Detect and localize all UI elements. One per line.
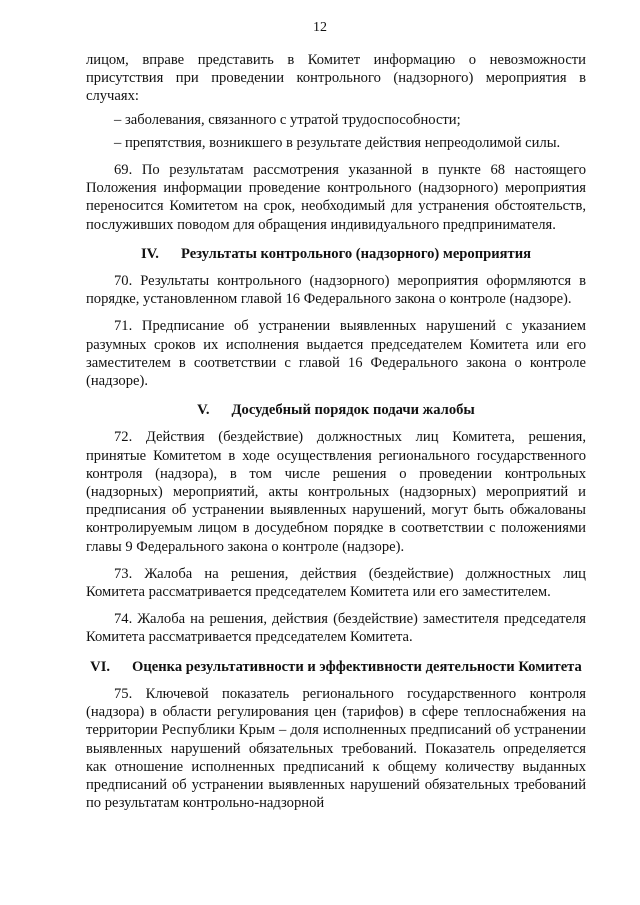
list-item-illness: – заболевания, связанного с утратой трудоспособности; — [114, 111, 461, 128]
section-heading-iv — [86, 245, 586, 263]
paragraph-73: 73. Жалоба на решения, действия (бездействие) должностных лиц Комитета рассматривается председателем Комитета или его заместителем. — [86, 565, 586, 601]
paragraph-72: 72. Действия (бездействие) должностных лиц Комитета, решения, принятые Комитетом в ходе осуществления регионального государственного контроля (надзора), в том числе решения о проведении контрольных (надзорных) мероприятий, акты контрольных (надзорных) мероприятий и предписания об устранении выявленных нарушений, могут быть обжалованы контролируемым лицом в досудебном порядке в соответствии с положениями главы 9 Федерального закона о контроле (надзоре). — [86, 429, 586, 555]
document-body — [86, 51, 586, 812]
paragraph-70: 70. Результаты контрольного (надзорного) мероприятия оформляются в порядке, установленном главой 16 Федерального закона о контроле (надзоре). — [86, 273, 586, 308]
section-number-vi: VI. — [90, 658, 111, 675]
list-item-force-majeure: – препятствия, возникшего в результате действия непреодолимой силы. — [114, 134, 561, 151]
paragraph-69: 69. По результатам рассмотрения указанной в пункте 68 настоящего Положения информации проведение контрольного (надзорного) мероприятия переносится Комитетом на срок, необходимый для устранения обстоятельств, послуживших поводом для обращения индивидуального предпринимателя. — [86, 162, 586, 233]
paragraph-75: 75. Ключевой показатель регионального государственного контроля (надзора) в области регулирования цен (тарифов) в сфере теплоснабжения на территории Республики Крым – доля исполненных предписаний об устранении выявленных нарушений обязательных требований. Показатель определяется как отношение исполненных предписаний к общему количеству выданных предписаний об устранении выявленных нарушений обязательных требований по результатам контрольно-надзорной — [86, 685, 586, 812]
section-heading-v — [86, 401, 586, 419]
section-title-v: Досудебный порядок подачи жалобы — [231, 402, 475, 419]
section-number-v: V. — [197, 402, 210, 419]
page-number: 12 — [313, 20, 327, 35]
paragraph-74: 74. Жалоба на решения, действия (бездействие) заместителя председателя Комитета рассматривается председателем Комитета. — [86, 611, 586, 646]
section-number-iv: IV. — [140, 245, 159, 262]
section-title-vi: Оценка результативности и эффективности деятельности Комитета — [132, 658, 582, 675]
paragraph-71: 71. Предписание об устранении выявленных нарушений с указанием разумных сроков их исполнения выдается председателем Комитета или его заместителем в соответствии с главой 16 Федерального закона о контроле (надзоре). — [86, 318, 586, 390]
section-title-iv: Результаты контрольного (надзорного) мероприятия — [180, 245, 532, 262]
paragraph-continuation: лицом, вправе представить в Комитет информацию о невозможности присутствия при проведении контрольного (надзорного) мероприятия в случаях: — [86, 52, 586, 105]
section-heading-vi — [86, 658, 586, 676]
